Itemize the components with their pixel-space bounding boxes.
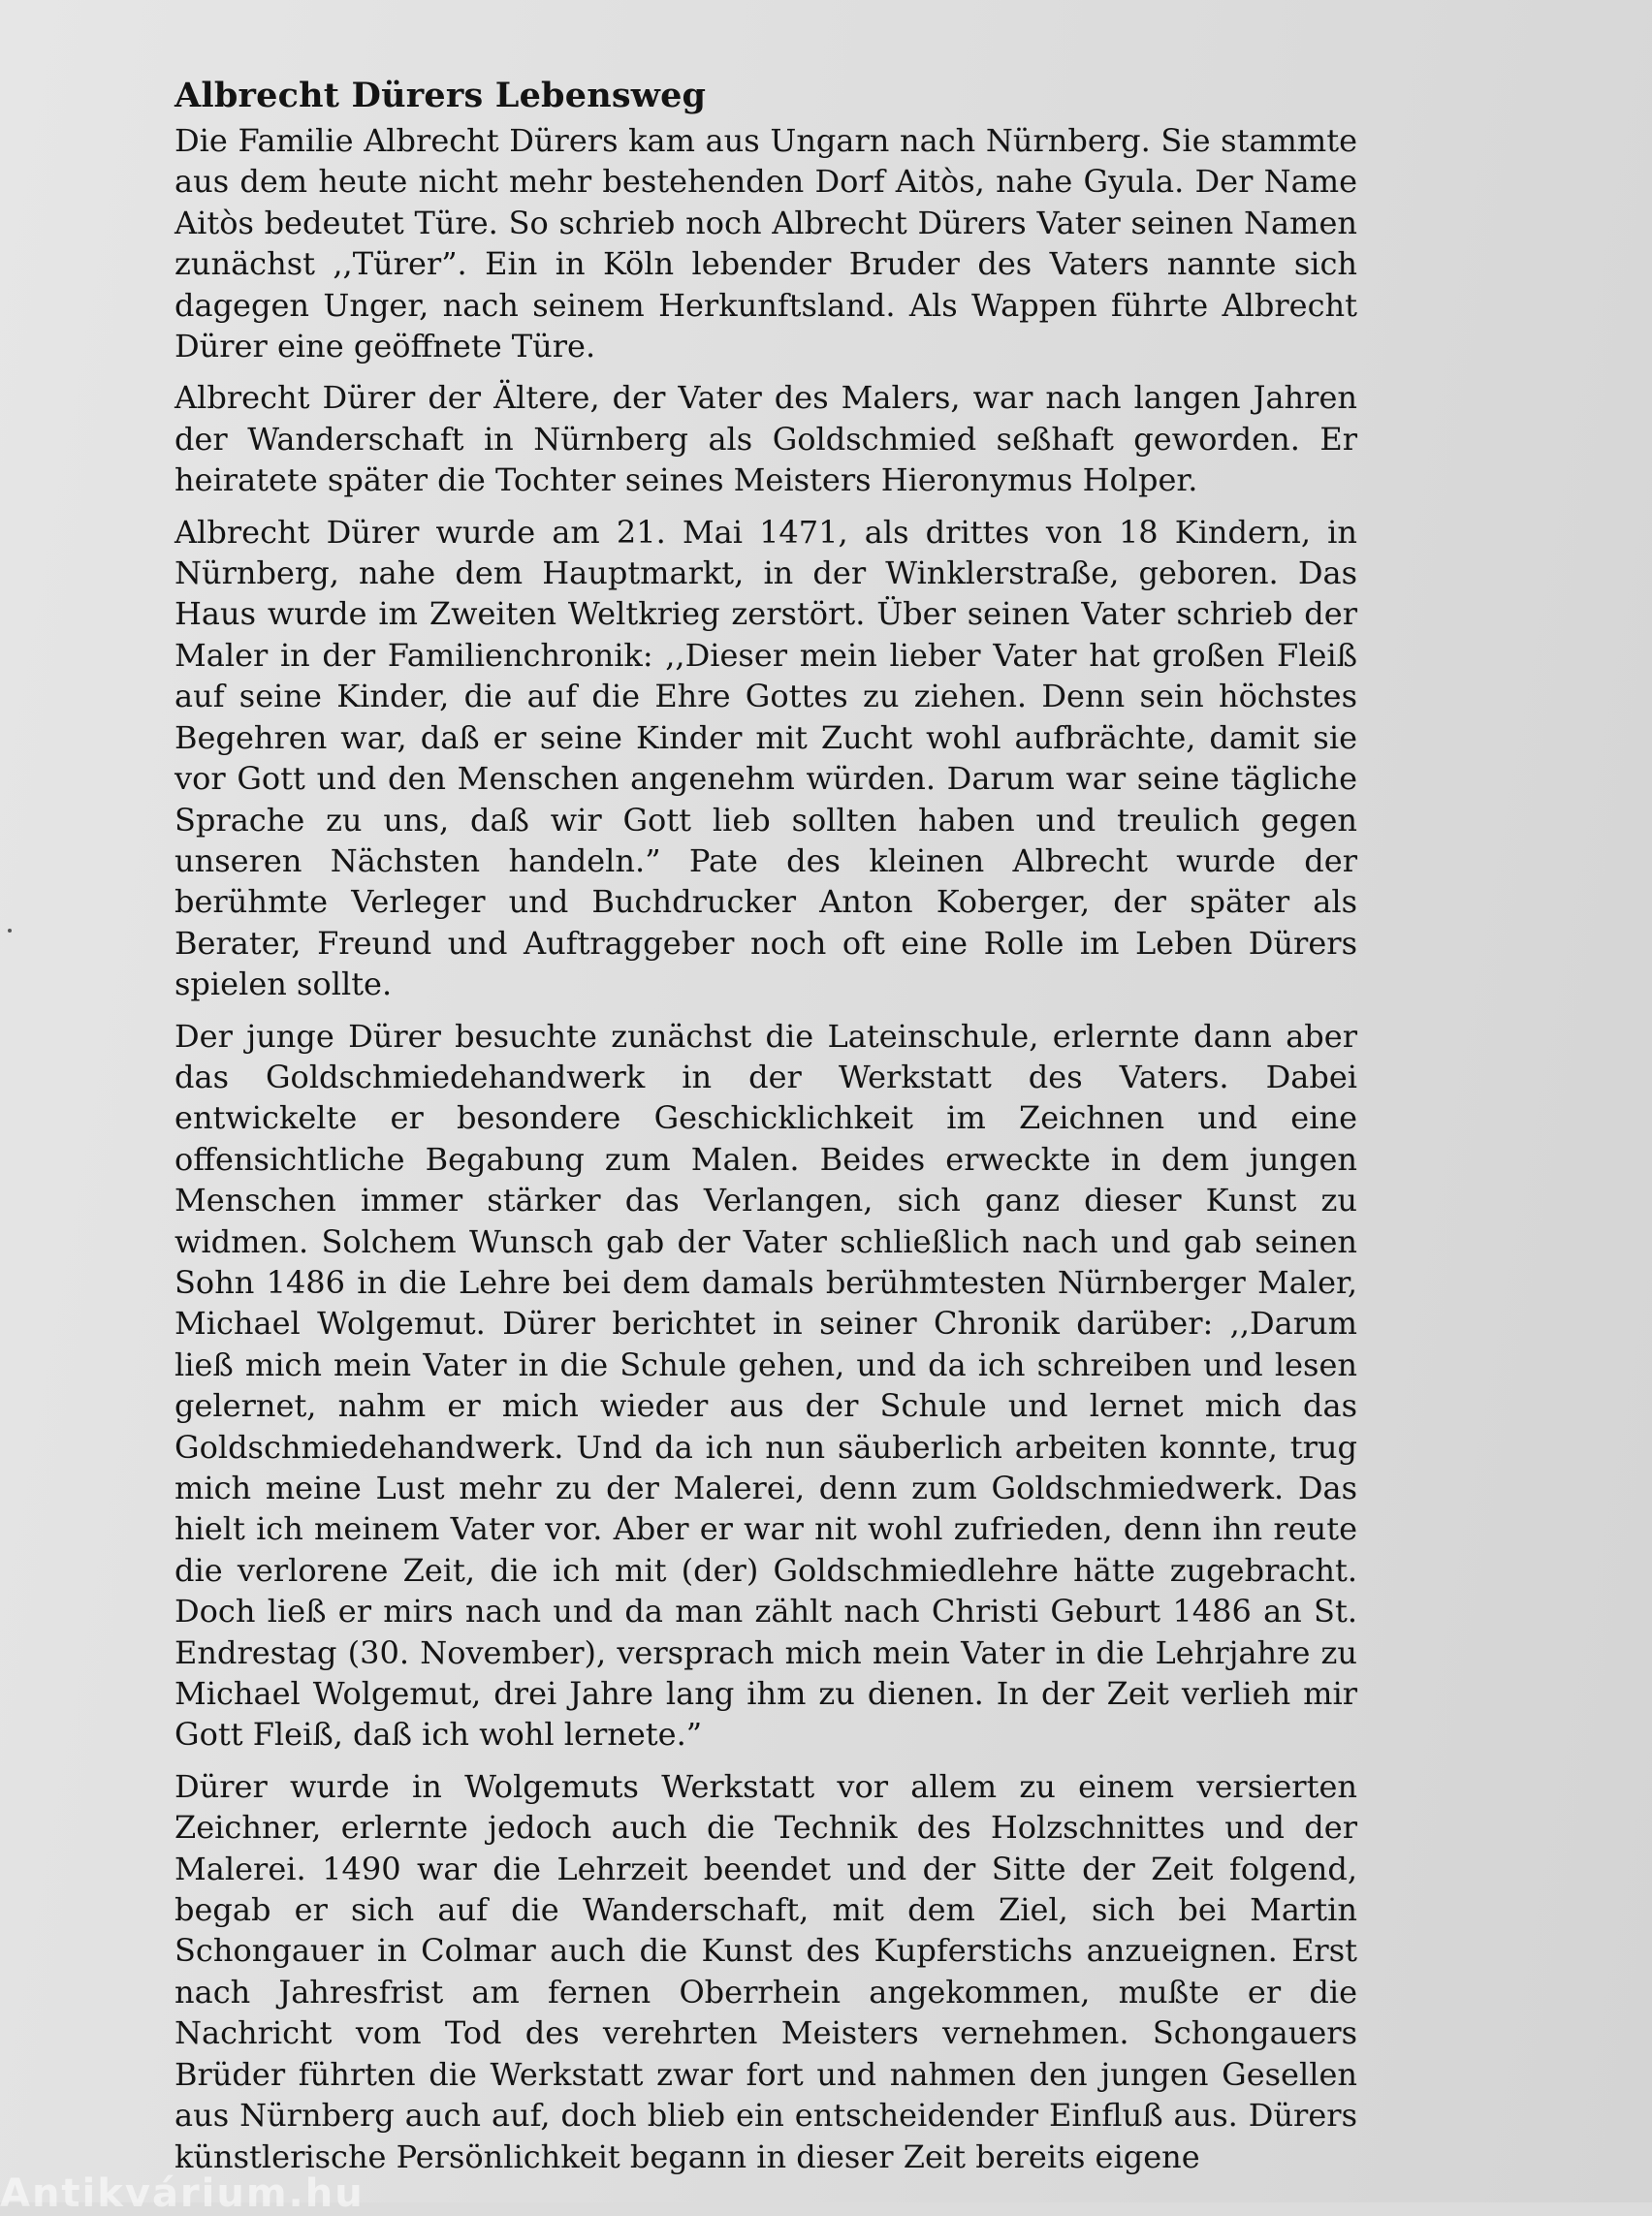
paragraph-family-origin: Die Familie Albrecht Dürers kam aus Ungarn nach Nürnberg. Sie stammte aus dem heute nicht mehr bestehenden Dorf Aitòs, nahe Gyula. Der Name Aitòs bedeutet Türe. So schrieb noch Albrecht Dürers Vater seinen Namen zunächst ,,Türer”. Ein in Köln lebender Bruder des Vaters nannte sich dagegen Unger, nach seinem Herkunftsland. Als Wappen führte Albrecht Dürer eine geöffnete Türe. bbox=[175, 122, 1357, 365]
paragraph-birth: Albrecht Dürer wurde am 21. Mai 1471, als drittes von 18 Kindern, in Nürnberg, nahe dem Hauptmarkt, in der Winklerstraße, geboren. Das Haus wurde im Zweiten Weltkrieg zerstört. Über seinen Vater schrieb der Maler in der Familienchronik: ,,Dieser mein lieber Vater hat großen Fleiß auf seine Kinder, die auf die Ehre Gottes zu ziehen. Denn sein höchstes Begehren war, daß er seine Kinder mit Zucht wohl aufbrächte, damit sie vor Gott und den Menschen angenehm würden. Darum war seine tägliche Sprache zu uns, daß wir Gott lieb sollten haben und treulich gegen unseren Nächsten handeln.” Pate des kleinen Albrecht wurde der berühmte Verleger und Buchdrucker Anton Koberger, der später als Berater, Freund und Auftraggeber noch oft eine Rolle im Leben Dürers spielen sollte. bbox=[175, 513, 1357, 1003]
paragraph-journeyman: Dürer wurde in Wolgemuts Werkstatt vor allem zu einem versierten Zeichner, erlernte jedoch auch die Technik des Holzschnittes und der Malerei. 1490 war die Lehrzeit beendet und der Sitte der Zeit folgend, begab er sich auf die Wanderschaft, mit dem Ziel, sich bei Martin Schongauer in Colmar auch die Kunst des Kupferstichs anzueignen. Erst nach Jahresfrist am fernen Oberrhein angekommen, mußte er die Nachricht vom Tod des verehrten Meisters vernehmen. Schongauers Brüder führten die Werkstatt zwar fort und nahmen den jungen Gesellen aus Nürnberg auch auf, doch blieb ein entscheidender Einfluß aus. Dürers künstlerische Persönlichkeit begann in dieser Zeit bereits eigene bbox=[175, 1767, 1357, 2175]
watermark: Antikvárium.hu bbox=[0, 2171, 365, 2216]
page-text bbox=[175, 76, 1357, 2188]
paragraph-apprenticeship: Der junge Dürer besuchte zunächst die Lateinschule, erlernte dann aber das Goldschmiedehandwerk in der Werkstatt des Vaters. Dabei entwickelte er besondere Geschicklichkeit im Zeichnen und eine offensichtliche Begabung zum Malen. Beides erweckte in dem jungen Menschen immer stärker das Verlangen, sich ganz dieser Kunst zu widmen. Solchem Wunsch gab der Vater schließlich nach und gab seinen Sohn 1486 in die Lehre bei dem damals berühmtesten Nürnberger Maler, Michael Wolgemut. Dürer berichtet in seiner Chronik darüber: ,,Darum ließ mich mein Vater in die Schule gehen, und da ich schreiben und lesen gelernet, nahm er mich wieder aus der Schule und lernet mich das Goldschmiedehandwerk. Und da ich nun säuberlich arbeiten konnte, trug mich meine Lust mehr zu der Malerei, denn zum Goldschmiedwerk. Das hielt ich meinem Vater vor. Aber er war nit wohl zufrieden, denn ihn reute die verlorene Zeit, die ich mit (der) Goldschmiedlehre hätte zugebracht. Doch ließ er mirs nach und da man zählt nach Christi Geburt 1486 an St. Endrestag (30. November), versprach mich mein Vater in die Lehrjahre zu Michael Wolgemut, drei Jahre lang ihm zu dienen. In der Zeit verlieh mir Gott Fleiß, daß ich wohl lernete.” bbox=[175, 1017, 1357, 1754]
page-title: Albrecht Dürers Lebensweg bbox=[175, 76, 707, 115]
paper-speck bbox=[8, 929, 12, 933]
paragraph-father: Albrecht Dürer der Ältere, der Vater des Malers, war nach langen Jahren der Wanderschaft in Nürnberg als Goldschmied seßhaft geworden. Er heiratete später die Tochter seines Meisters Hieronymus Holper. bbox=[175, 379, 1357, 499]
